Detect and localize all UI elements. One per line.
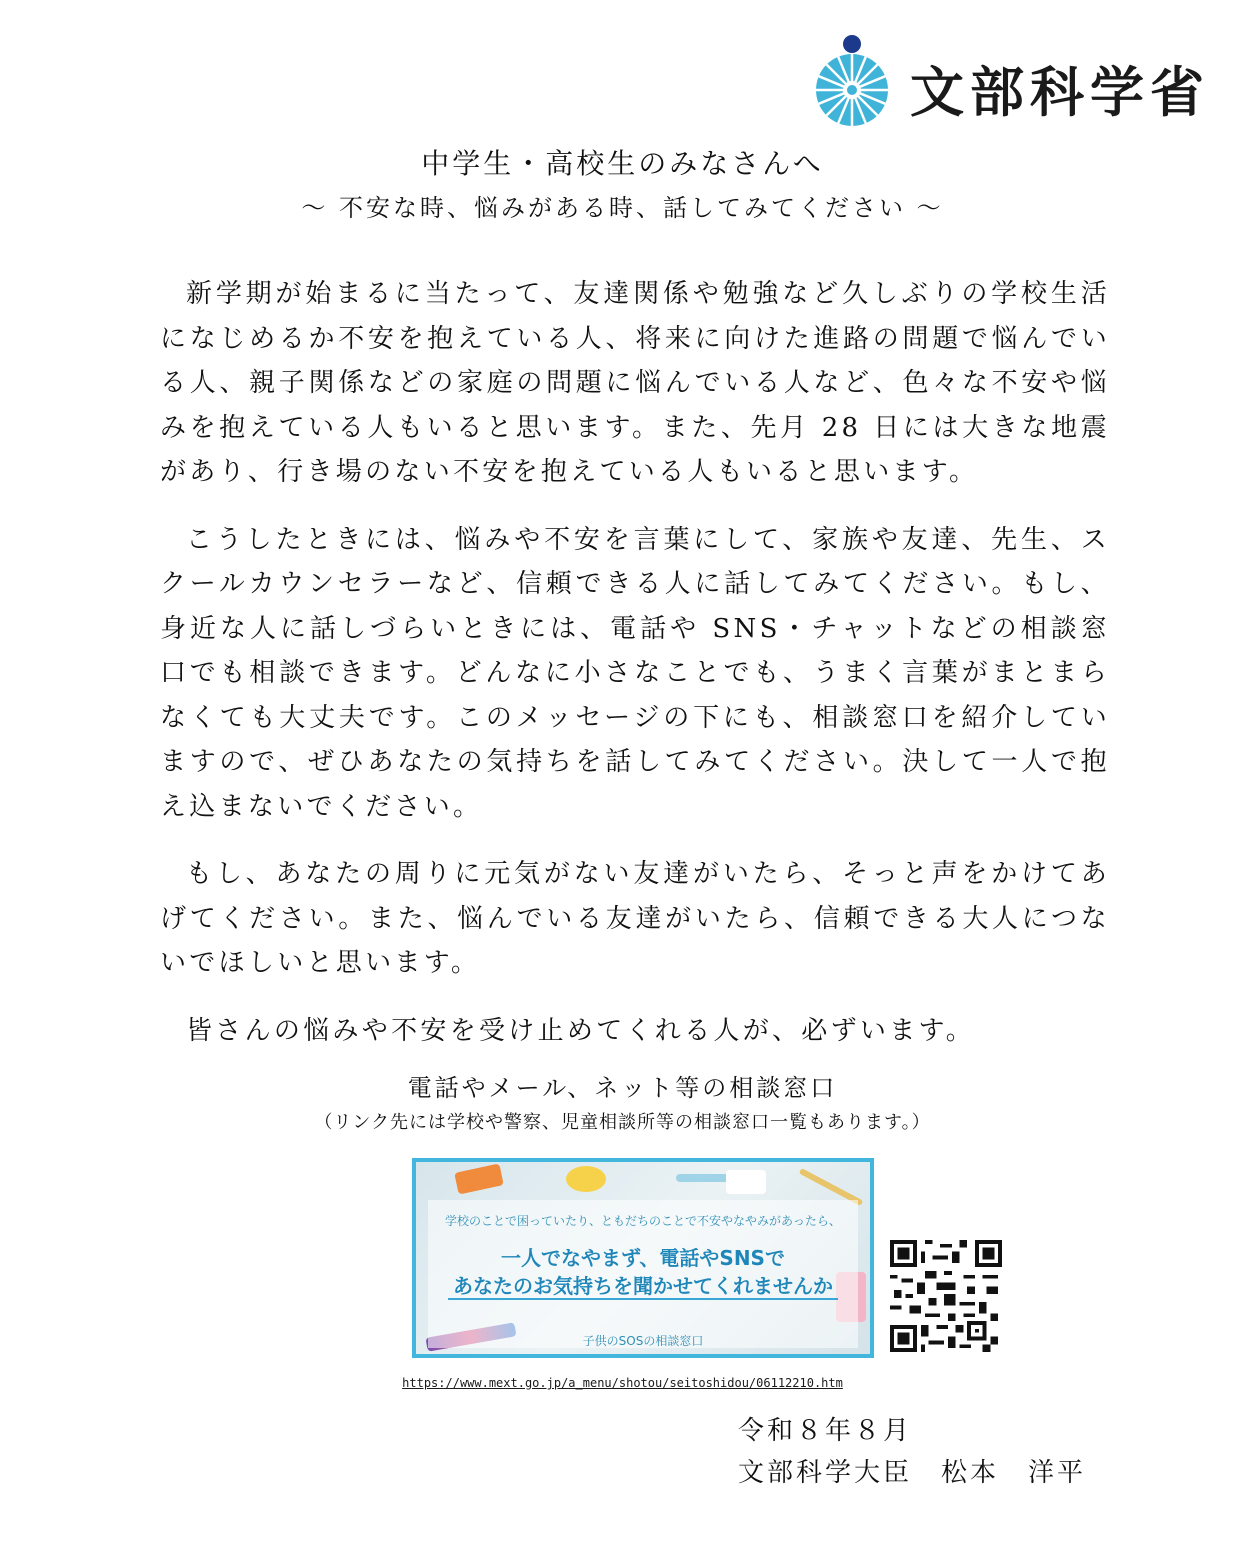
qr-code-icon[interactable] <box>890 1240 1002 1352</box>
paragraph-1: 新学期が始まるに当たって、友達関係や勉強など久しぶりの学校生活になじめるか不安を抱えている人、将来に向けた進路の問題で悩んでいる人、親子関係などの家庭の問題に悩んでいる人など、色々な不安や悩みを抱えている人もいると思います。また、先月 28 日には大きな地震があり、行き場のない不安を抱えている人もいると思います。 <box>160 279 1110 487</box>
banner-decoration <box>566 1166 606 1192</box>
paragraph-3: もし、あなたの周りに元気がない友達がいたら、そっと声をかけてあげてください。また、悩んでいる友達がいたら、信頼できる大人につないでほしいと思います。 <box>160 859 1110 978</box>
logo-text: 文部科学省 <box>910 61 1210 124</box>
banner-underline <box>448 1298 838 1300</box>
banner-decoration <box>454 1163 504 1194</box>
page-title: 中学生・高校生のみなさんへ <box>421 147 824 180</box>
consult-link[interactable]: https://www.mext.go.jp/a_menu/shotou/seitoshidou/06112210.htm <box>402 1376 843 1390</box>
banner-line1: 学校のことで困っていたり、ともだちのことで不安やなやみがあったら、 <box>445 1214 841 1228</box>
ministry-emblem-icon <box>810 30 906 130</box>
paragraph-2: こうしたときには、悩みや不安を言葉にして、家族や友達、先生、スクールカウンセラーなど、信頼できる人に話してみてください。もし、身近な人に話しづらいときには、電話や SNS・チャットなどの相談窓口でも相談できます。どんなに小さなことでも、うまく言葉がまとまらなくても大丈夫です。このメッセージの下にも、相談窓口を紹介していますので、ぜひあなたの気持ちを話してみてください。決して一人で抱え込まないでください。 <box>160 524 1110 822</box>
banner-caption: 子供のSOSの相談窓口 <box>582 1334 704 1348</box>
banner-line2: 一人でなやまず、電話やSNSで <box>501 1246 785 1270</box>
message-body <box>160 272 1110 1076</box>
paragraph-4: 皆さんの悩みや不安を受け止めてくれる人が、必ずいます。 <box>186 1015 976 1046</box>
signer: 文部科学大臣 松本 洋平 <box>738 1458 1087 1488</box>
issue-date: 令和８年８月 <box>738 1416 913 1446</box>
page-subtitle: ～ 不安な時、悩みがある時、話してみてください ～ <box>301 194 944 222</box>
consult-heading: 電話やメール、ネット等の相談窓口 <box>407 1074 838 1102</box>
banner-decoration <box>726 1170 766 1194</box>
banner-line3: あなたのお気持ちを聞かせてくれませんか <box>453 1274 833 1298</box>
header-logo <box>810 30 1210 130</box>
consult-note: （リンク先には学校や警察、児童相談所等の相談窓口一覧もあります。） <box>314 1112 931 1133</box>
consult-banner[interactable] <box>412 1158 874 1358</box>
